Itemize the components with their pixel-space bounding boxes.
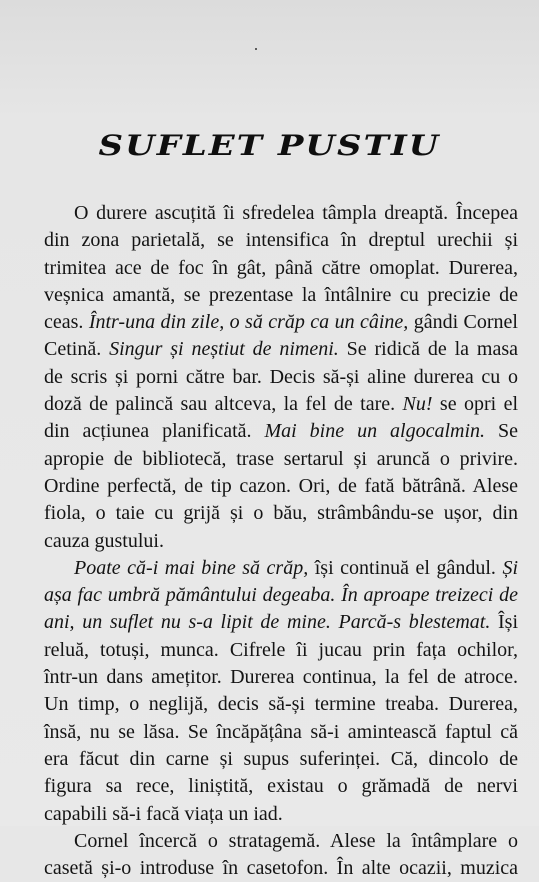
text-run: Se ridică de la masa xyxy=(338,338,518,361)
italic-text: Nu! xyxy=(402,393,433,416)
text-run: era făcut din carne și supus suferinței. Că, dincolo de xyxy=(44,747,518,770)
italic-text: Într-una din zile, o să crăp ca un câine, xyxy=(88,311,409,334)
text-run: Cetină. xyxy=(44,338,110,361)
text-run: fiola, o taie cu grijă și o bău, strâmbându-se ușor, din xyxy=(44,502,518,525)
text-run: Cornel încercă o stratagemă. Alese la întâmplare o xyxy=(74,829,518,852)
text-run: într-un dans amețitor. Durerea continua, la fel de atroce. xyxy=(44,666,518,689)
italic-text: ani, un suflet nu s-a lipit de mine. Parcă-s blestemat. xyxy=(44,611,491,634)
text-line xyxy=(44,664,518,691)
text-line xyxy=(44,309,518,336)
italic-text: Singur și neștiut de nimeni. xyxy=(109,338,339,361)
paragraph xyxy=(44,200,518,555)
text-run: din acțiunea planificată. xyxy=(44,420,265,443)
text-run: însă, nu se lăsa. Se încăpățâna să-i amintească faptul că xyxy=(44,720,518,743)
text-run: Un timp, o neglijă, decis să-și termine treaba. Durerea, xyxy=(44,693,518,716)
text-line xyxy=(44,746,518,773)
text-run: Își xyxy=(490,611,519,634)
chapter-body-text xyxy=(44,200,518,882)
text-run: casetă și-o introduse în casetofon. În alte ocazii, muzica xyxy=(44,857,518,880)
text-line xyxy=(44,855,518,882)
text-line xyxy=(44,773,518,800)
text-run: își continuă el gândul. xyxy=(308,556,503,579)
text-line xyxy=(44,719,518,746)
text-line xyxy=(44,555,518,582)
text-line xyxy=(44,691,518,718)
text-line xyxy=(44,418,518,445)
text-run: Ordine perfectă, de tip cazon. Ori, de fată bătrână. Alese xyxy=(44,474,518,497)
text-line xyxy=(44,391,518,418)
text-run: reluă, totuși, munca. Cifrele îi jucau prin fața ochilor, xyxy=(44,638,518,661)
text-run: capabili să-i facă viața un iad. xyxy=(44,802,283,825)
text-line xyxy=(44,473,518,500)
italic-text: așa fac umbră pământului degeaba. În aproape treizeci de xyxy=(44,584,518,607)
text-run: ceas. xyxy=(44,311,89,334)
paragraph xyxy=(44,828,518,882)
text-run: veșnica amantă, se prezentase la întâlnire cu precizie de xyxy=(44,283,518,306)
text-line xyxy=(44,227,518,254)
text-run: din zona parietală, se intensifica în dreptul urechii și xyxy=(44,229,518,252)
text-run: apropie de bibliotecă, trase sertarul și aruncă o privire. xyxy=(44,447,518,470)
text-line xyxy=(44,446,518,473)
text-line xyxy=(44,637,518,664)
text-run: se opri el xyxy=(432,393,519,416)
text-line xyxy=(44,336,518,363)
text-line xyxy=(44,255,518,282)
text-run: trimitea ace de foc în gât, până către omoplat. Durerea, xyxy=(44,256,518,279)
italic-text: Mai bine un algocalmin. xyxy=(264,420,486,443)
text-run: O durere ascuțită îi sfredelea tâmpla dreaptă. Începea xyxy=(74,202,518,224)
text-line xyxy=(44,528,518,555)
text-run: Se xyxy=(485,420,518,443)
text-run: doză de palincă sau altceva, la fel de tare. xyxy=(44,393,403,416)
text-line xyxy=(44,282,518,309)
paragraph xyxy=(44,555,518,828)
text-line xyxy=(44,801,518,828)
italic-text: Și xyxy=(502,556,518,579)
text-line xyxy=(44,200,518,227)
chapter-title: SUFLET PUSTIU xyxy=(98,129,441,163)
text-run: de scris și porni către bar. Decis să-și aline durerea cu o xyxy=(44,365,518,388)
italic-text: Poate că-i mai bine să crăp, xyxy=(74,556,309,579)
paper-speck xyxy=(255,48,257,50)
text-line xyxy=(44,500,518,527)
text-line xyxy=(44,582,518,609)
text-run: gândi Cornel xyxy=(408,311,518,334)
text-run: cauza gustului. xyxy=(44,529,164,552)
text-line xyxy=(44,364,518,391)
text-line xyxy=(44,609,518,636)
text-run: figura sa rece, liniștită, existau o grămadă de nervi xyxy=(44,775,518,798)
text-line xyxy=(44,828,518,855)
